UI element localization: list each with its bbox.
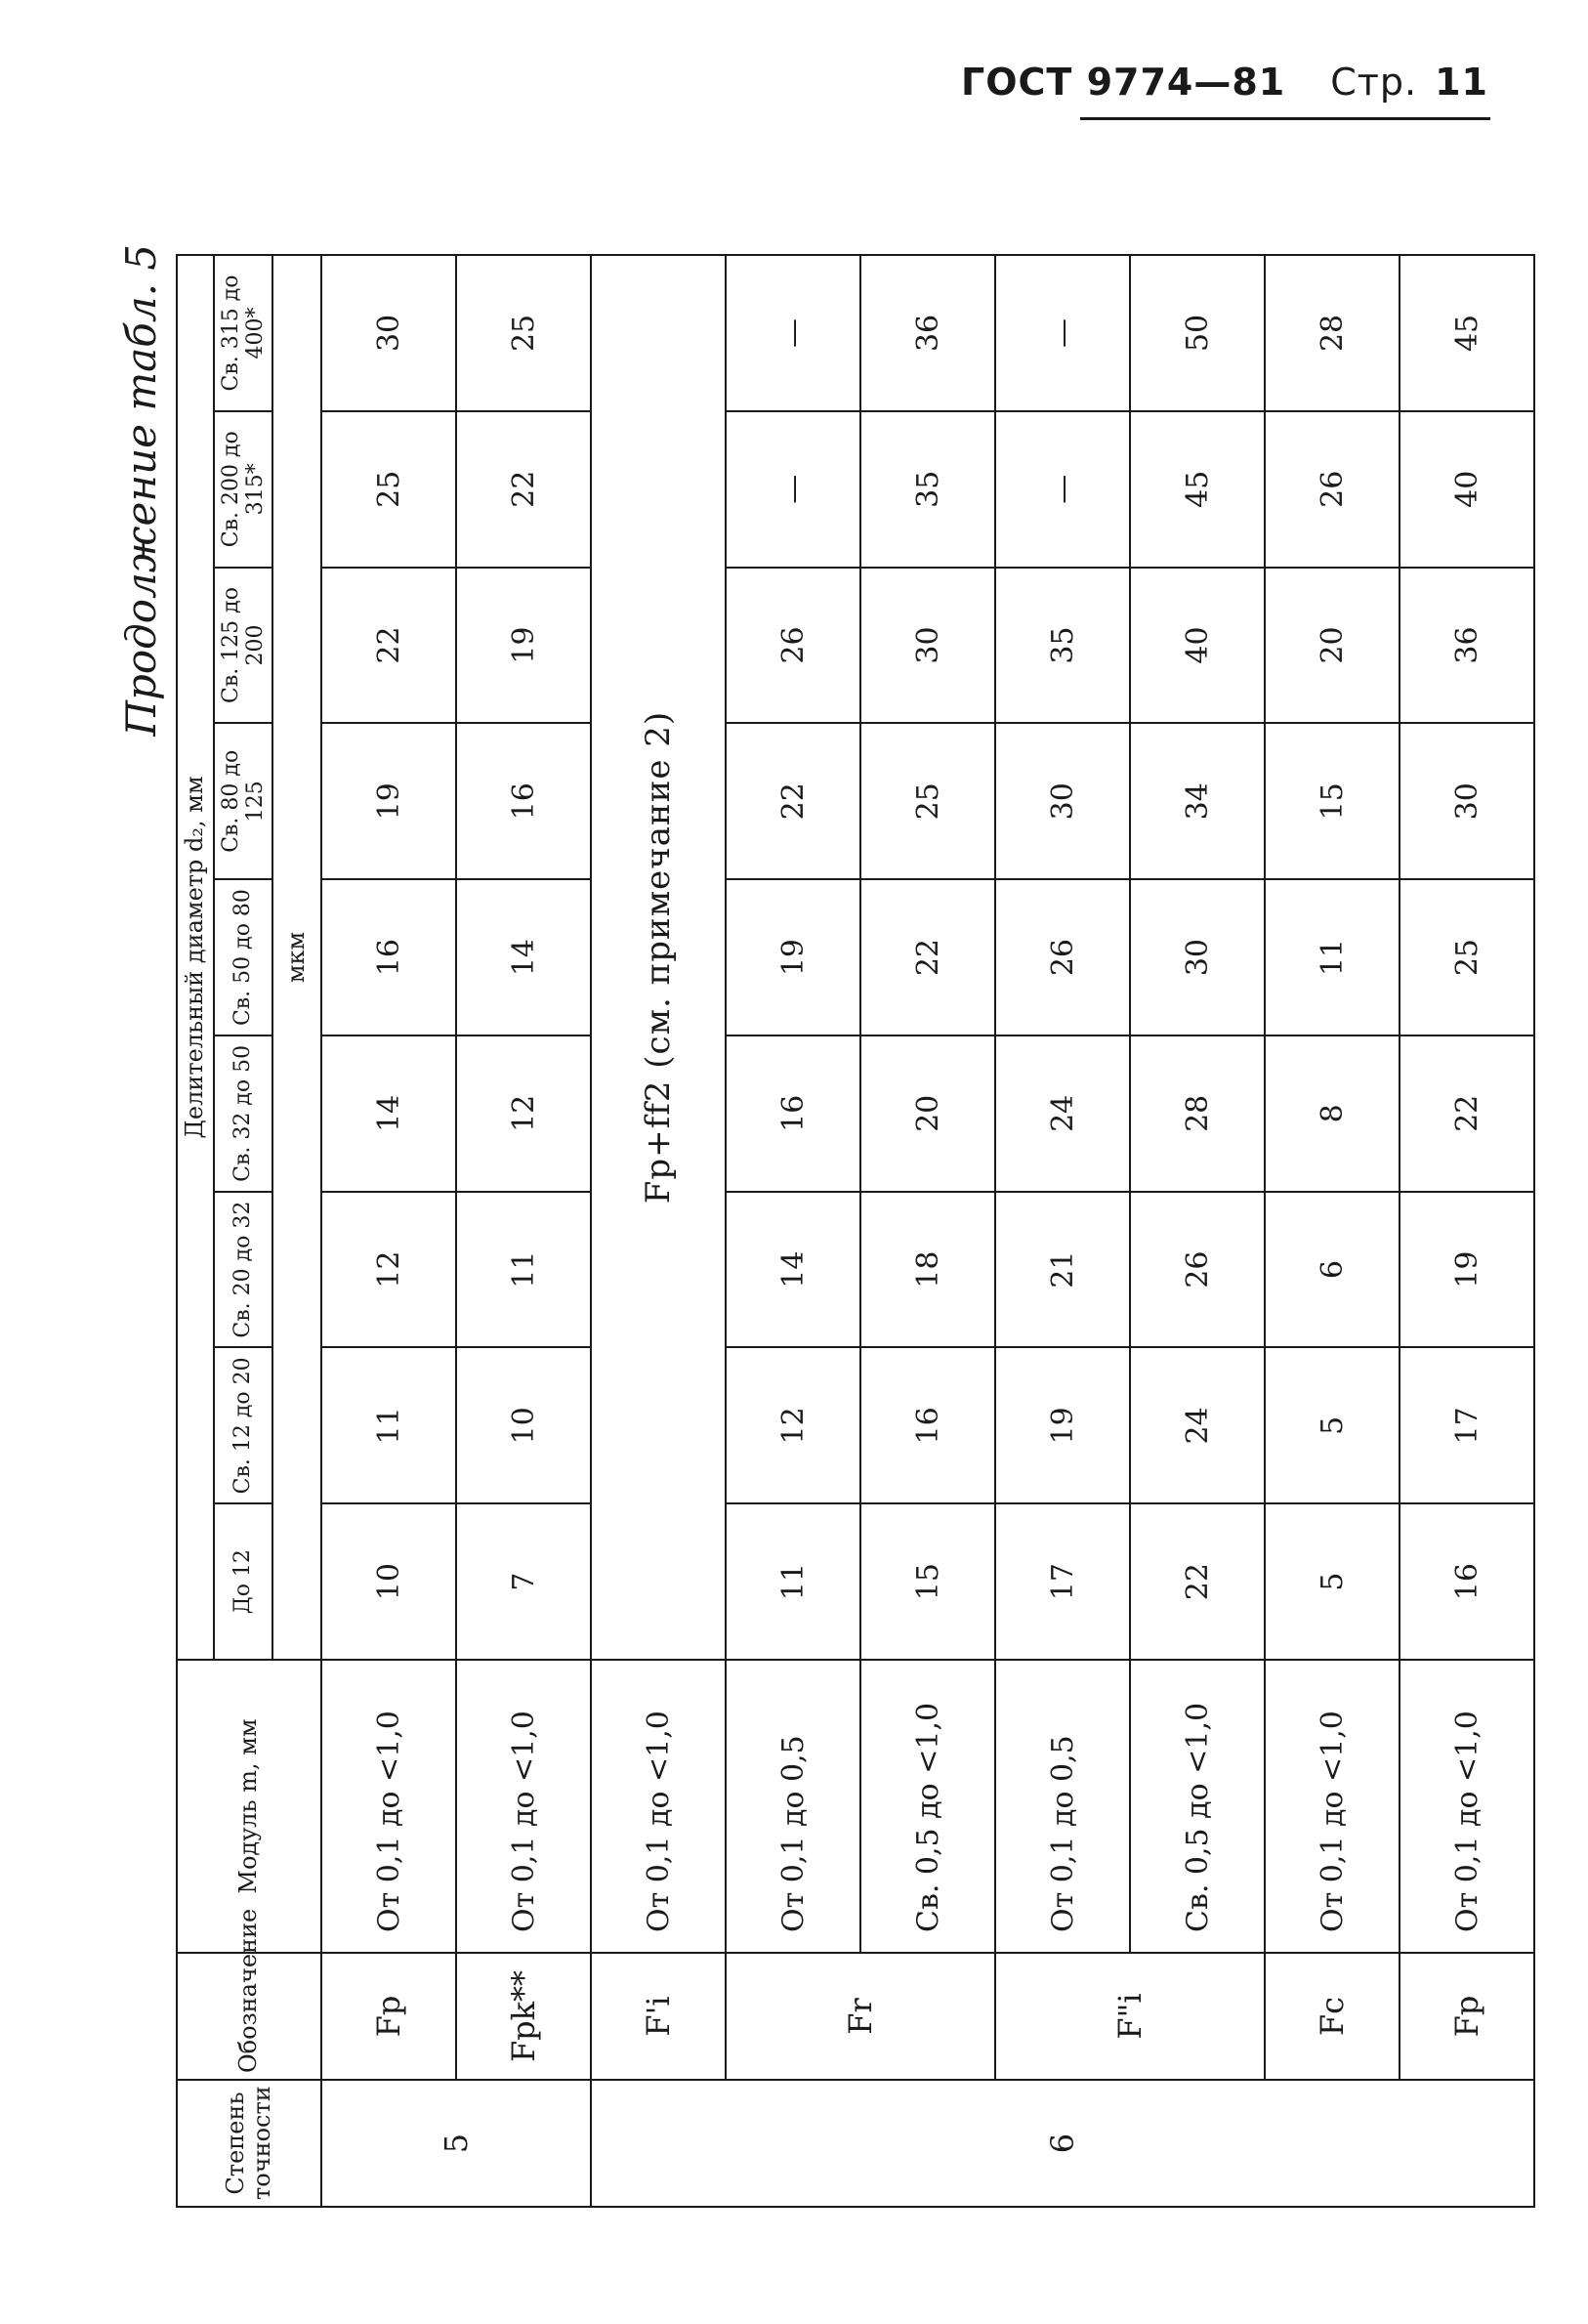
value-cell: 18 [860,1192,995,1348]
value-cell: 19 [321,723,456,879]
value-cell: — [995,255,1130,411]
value-cell: 19 [995,1347,1130,1503]
value-cell: 16 [321,879,456,1035]
value-cell: 26 [1265,411,1400,568]
value-cell: 22 [456,411,591,568]
page-number: 11 [1435,61,1488,104]
value-cell: 14 [456,879,591,1035]
table-row [321,255,456,2207]
value-cell: 22 [1400,1035,1534,1192]
value-cell: 16 [1400,1503,1534,1660]
designation-cell: Fc [1265,1953,1400,2080]
diameter-col-header: Св. 12 до 20 [214,1347,273,1503]
value-cell: 5 [1265,1347,1400,1503]
module-cell: От 0,1 до <1,0 [1400,1660,1534,1953]
unit-label: мкм [272,255,321,1660]
value-cell: 20 [860,1035,995,1192]
value-cell: 22 [726,723,860,879]
value-cell: 30 [321,255,456,411]
value-cell: 8 [1265,1035,1400,1192]
value-cell: 30 [1130,879,1265,1035]
value-cell: 12 [456,1035,591,1192]
grade-cell: 5 [321,2080,591,2207]
value-cell: 26 [995,879,1130,1035]
designation-cell: Fpk** [456,1953,591,2080]
value-cell: — [995,411,1130,568]
value-cell: 26 [726,568,860,724]
value-cell: 22 [321,568,456,724]
value-cell: 10 [321,1503,456,1660]
value-cell: 30 [995,723,1130,879]
diameter-col-header: Св. 50 до 80 [214,879,273,1035]
module-cell: От 0,1 до <1,0 [321,1660,456,1953]
value-cell: 30 [860,568,995,724]
value-cell: 25 [321,411,456,568]
col-grade-header: Степень точности [177,2080,321,2207]
diameter-col-header: Св. 200 до 315* [214,411,273,568]
col-module-header: Модуль m, мм [177,1660,321,1953]
value-cell: 26 [1130,1192,1265,1348]
value-cell: 35 [860,411,995,568]
module-cell: От 0,1 до 0,5 [995,1660,1130,1953]
diameter-col-header: Св. 125 до 200 [214,568,273,724]
value-cell: 22 [860,879,995,1035]
value-cell: 10 [456,1347,591,1503]
table-row [1400,255,1534,2207]
table-row [995,255,1130,2207]
designation-cell: F"i [995,1953,1265,2080]
value-cell: 14 [321,1035,456,1192]
value-cell: 40 [1400,411,1534,568]
value-cell: 50 [1130,255,1265,411]
header-rule [1080,117,1490,120]
diameter-group-header: Делительный диаметр d₂, мм [177,255,214,1660]
module-cell: От 0,1 до <1,0 [591,1660,726,1953]
value-cell: 36 [860,255,995,411]
value-cell: — [726,255,860,411]
value-cell: 28 [1265,255,1400,411]
value-cell: 14 [726,1192,860,1348]
value-cell: 45 [1130,411,1265,568]
module-cell: Св. 0,5 до <1,0 [860,1660,995,1953]
designation-cell: Fp [1400,1953,1534,2080]
diameter-col-header: Св. 32 до 50 [214,1035,273,1192]
table-row [860,255,995,2207]
value-cell: 34 [1130,723,1265,879]
table-row [456,255,591,2207]
value-cell: 25 [1400,879,1534,1035]
diameter-col-header: Св. 80 до 125 [214,723,273,879]
value-cell: 17 [995,1503,1130,1660]
value-cell: 12 [726,1347,860,1503]
value-cell: 17 [1400,1347,1534,1503]
diameter-col-header: Св. 20 до 32 [214,1192,273,1348]
table-row [1265,255,1400,2207]
value-cell: 22 [1130,1503,1265,1660]
value-cell: 19 [1400,1192,1534,1348]
value-cell: 16 [726,1035,860,1192]
value-cell: 11 [321,1347,456,1503]
value-cell: 24 [1130,1347,1265,1503]
value-cell: 11 [456,1192,591,1348]
diameter-col-header: До 12 [214,1503,273,1660]
module-cell: От 0,1 до <1,0 [456,1660,591,1953]
value-cell: 36 [1400,568,1534,724]
value-cell: 11 [726,1503,860,1660]
value-cell: 25 [456,255,591,411]
value-cell: 11 [1265,879,1400,1035]
module-cell: От 0,1 до <1,0 [1265,1660,1400,1953]
value-cell: 16 [456,723,591,879]
value-cell: 19 [726,879,860,1035]
value-cell: 15 [1265,723,1400,879]
col-designation-header: Обозначение [177,1953,321,2080]
value-cell: 20 [1265,568,1400,724]
standard-number: ГОСТ 9774—81 [961,61,1286,104]
table-row [591,255,726,2207]
value-cell: 19 [456,568,591,724]
value-cell: 16 [860,1347,995,1503]
table-row [1130,255,1265,2207]
page-header [961,61,1488,104]
formula-note-cell: Fp+ff2 (см. примечание 2) [591,255,726,1660]
value-cell: 12 [321,1192,456,1348]
value-cell: 40 [1130,568,1265,724]
value-cell: 25 [860,723,995,879]
designation-cell: Fr [726,1953,995,2080]
designation-cell: F'i [591,1953,726,2080]
value-cell: 24 [995,1035,1130,1192]
table-caption: Продолжение табл. 5 [117,244,165,737]
table-row [726,255,860,2207]
grade-cell: 6 [591,2080,1534,2207]
value-cell: 6 [1265,1192,1400,1348]
value-cell: 35 [995,568,1130,724]
value-cell: — [726,411,860,568]
page-label: Стр. [1330,61,1418,104]
value-cell: 45 [1400,255,1534,411]
value-cell: 21 [995,1192,1130,1348]
module-cell: От 0,1 до 0,5 [726,1660,860,1953]
value-cell: 28 [1130,1035,1265,1192]
module-cell: Св. 0,5 до <1,0 [1130,1660,1265,1953]
diameter-col-header: Св. 315 до 400* [214,255,273,411]
tolerance-table [176,254,1535,2208]
value-cell: 7 [456,1503,591,1660]
value-cell: 15 [860,1503,995,1660]
designation-cell: Fp [321,1953,456,2080]
value-cell: 5 [1265,1503,1400,1660]
rotated-table-page [117,234,1486,2247]
value-cell: 30 [1400,723,1534,879]
